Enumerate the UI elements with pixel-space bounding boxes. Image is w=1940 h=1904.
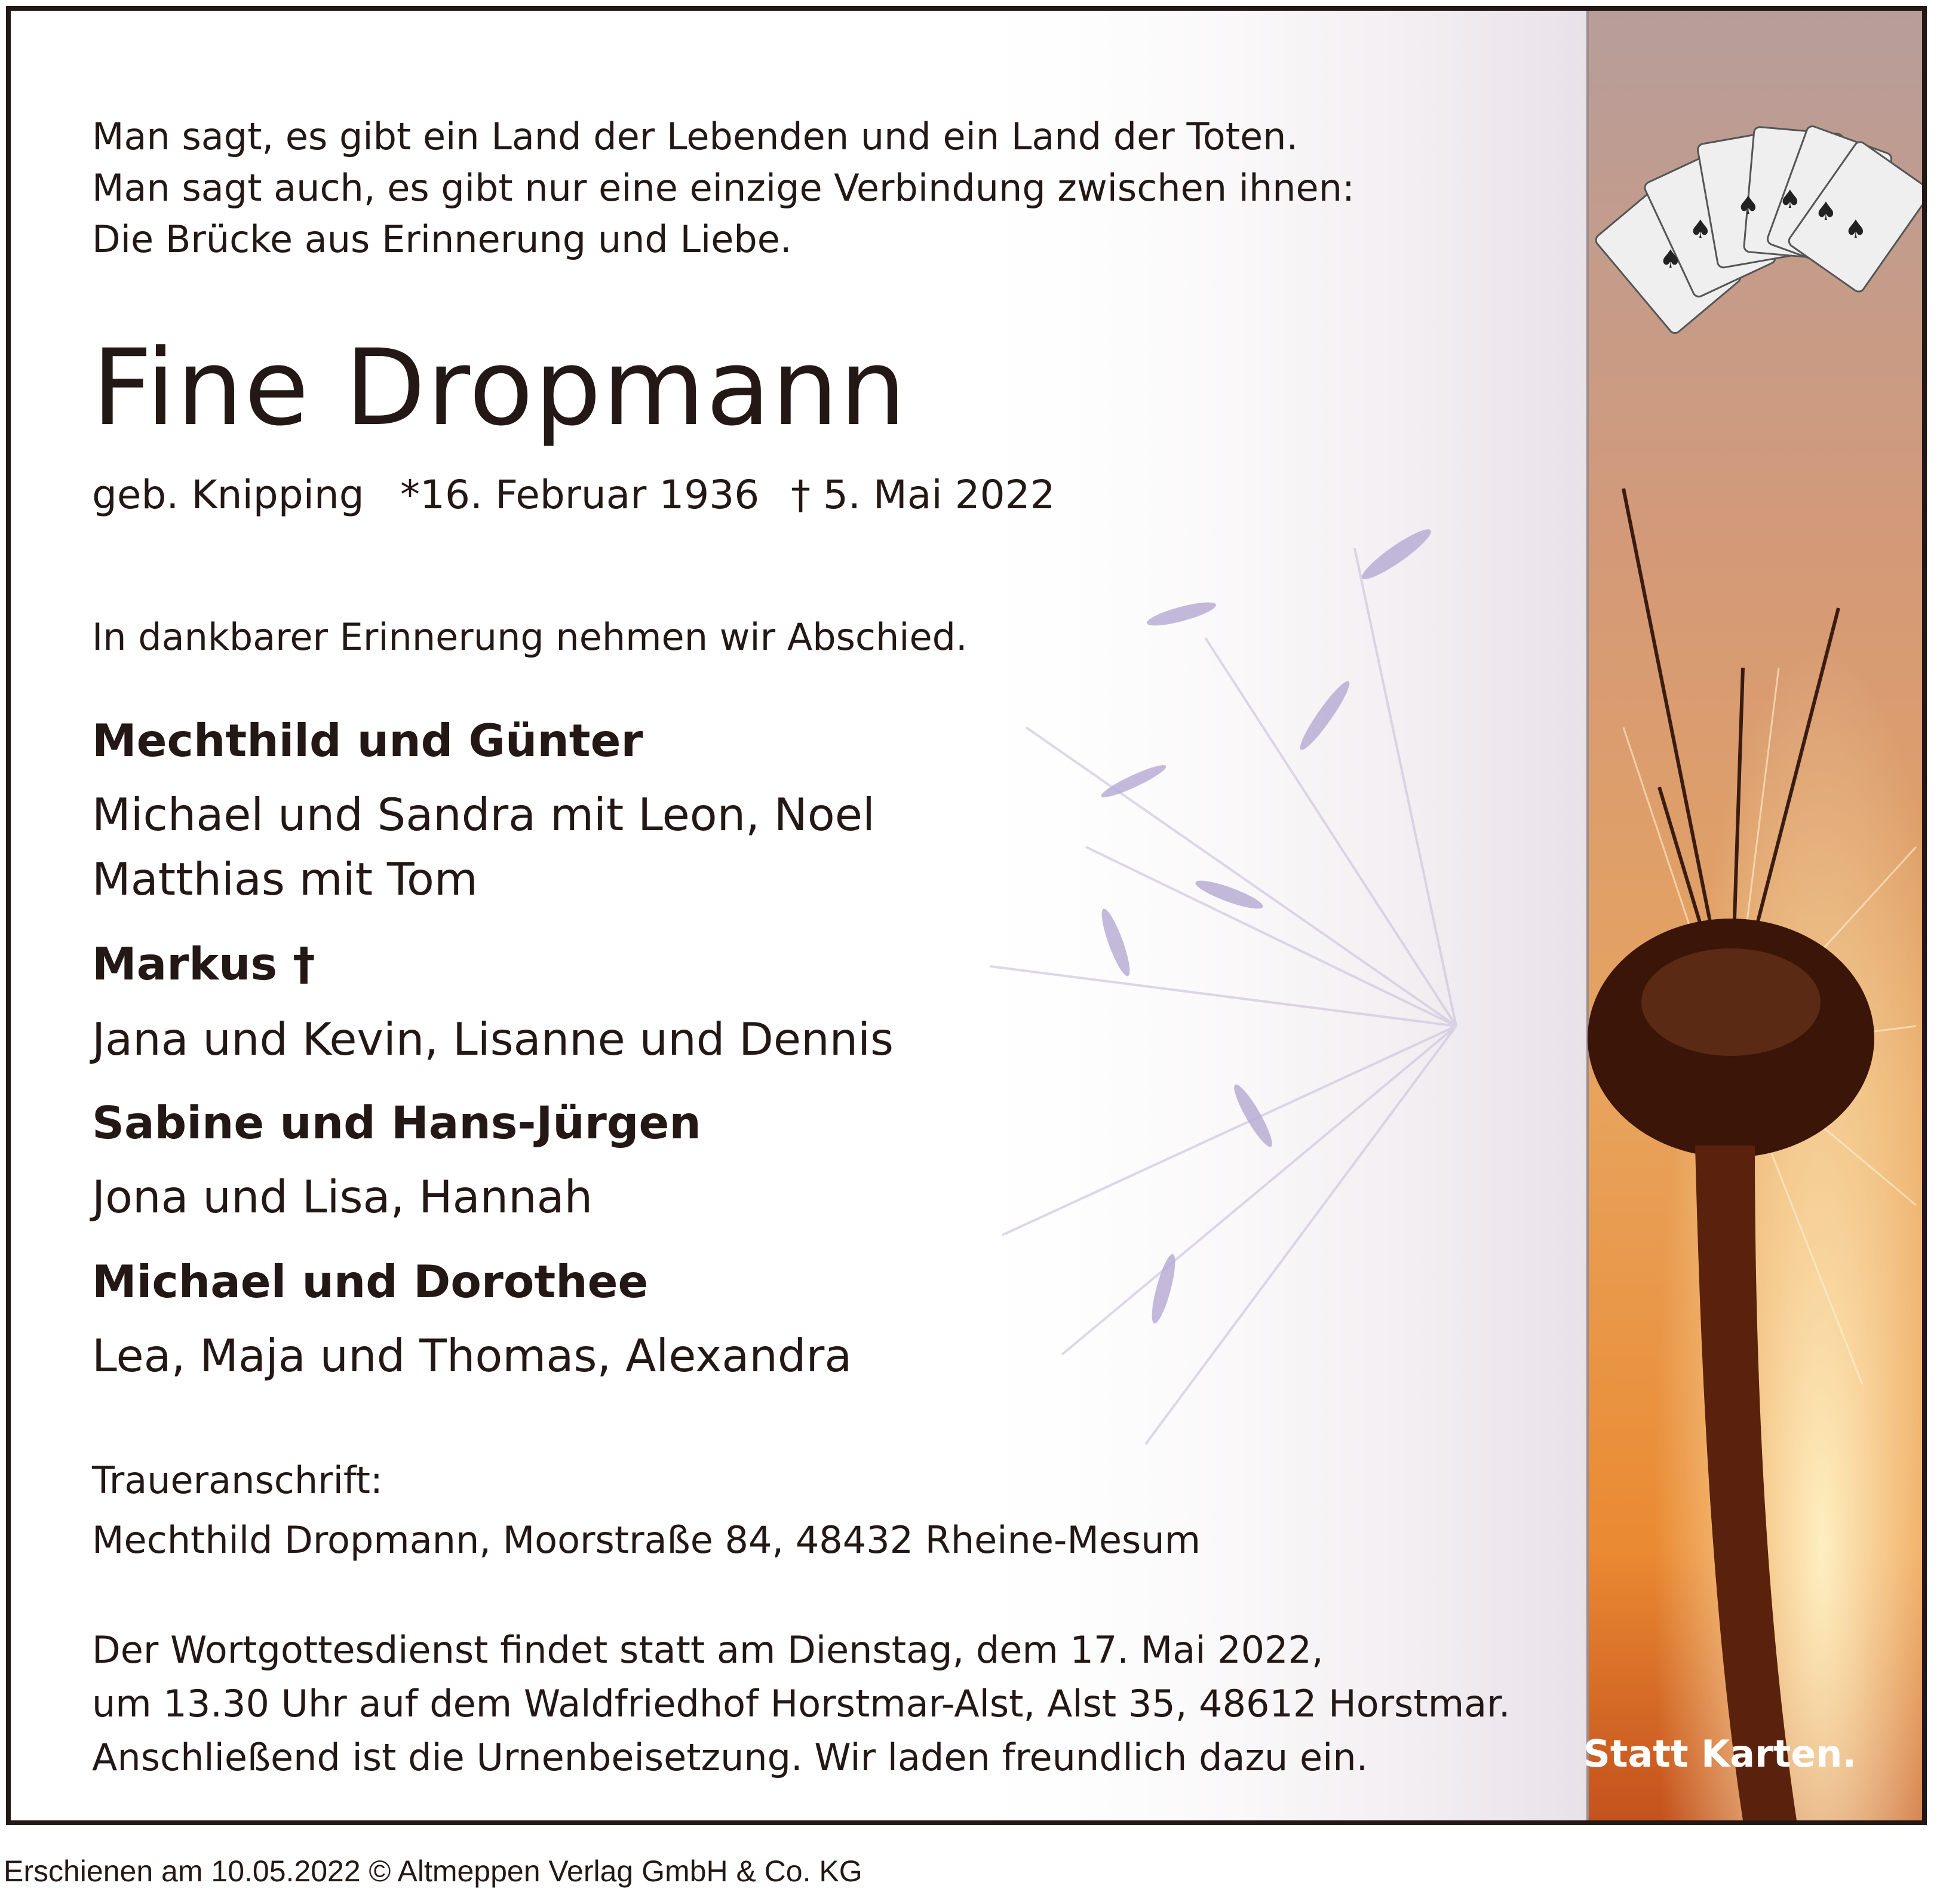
family-head: Mechthild und Günter xyxy=(92,714,643,767)
family-head: Markus † xyxy=(92,938,315,990)
svg-text:♠: ♠ xyxy=(1779,185,1801,214)
service-line: Der Wortgottesdienst findet statt am Dienstag, dem 17. Mai 2022, xyxy=(92,1628,1324,1672)
svg-text:♠: ♠ xyxy=(1737,191,1760,220)
svg-text:♠: ♠ xyxy=(1815,196,1837,226)
death-date: † 5. Mai 2022 xyxy=(791,472,1055,518)
svg-text:♠: ♠ xyxy=(1659,244,1682,274)
quote-line: Man sagt auch, es gibt nur eine einzige Verbindung zwischen ihnen: xyxy=(92,166,1355,210)
quote-line: Die Brücke aus Erinnerung und Liebe. xyxy=(92,217,792,261)
maiden-name: geb. Knipping xyxy=(92,472,364,518)
family-head: Sabine und Hans-Jürgen xyxy=(92,1097,701,1149)
quote-line: Man sagt, es gibt ein Land der Lebenden und ein Land der Toten. xyxy=(92,115,1299,158)
birth-date: *16. Februar 1936 xyxy=(400,472,760,518)
family-member-line: Lea, Maja und Thomas, Alexandra xyxy=(92,1329,852,1382)
service-line: Anschließend ist die Urnenbeisetzung. Wir laden freundlich dazu ein. xyxy=(92,1736,1368,1779)
family-member-line: Jona und Lisa, Hannah xyxy=(92,1171,593,1223)
service-line: um 13.30 Uhr auf dem Waldfriedhof Horstmar-Alst, Alst 35, 48612 Horstmar. xyxy=(92,1682,1511,1725)
family-member-line: Michael und Sandra mit Leon, Noel xyxy=(92,788,875,841)
obituary-notice xyxy=(6,6,1927,1825)
mourning-address: Mechthild Dropmann, Moorstraße 84, 48432 Rheine-Mesum xyxy=(92,1518,1201,1562)
family-member-line: Jana und Kevin, Lisanne und Dennis xyxy=(92,1013,894,1065)
publication-footer: Erschienen am 10.05.2022 © Altmeppen Verlag GmbH & Co. KG xyxy=(4,1854,862,1888)
deceased-name: Fine Dropmann xyxy=(92,327,907,449)
family-head: Michael und Dorothee xyxy=(92,1255,649,1308)
family-member-line: Matthias mit Tom xyxy=(92,853,478,905)
statt-karten-note: Statt Karten. xyxy=(1583,1732,1856,1776)
address-label: Traueranschrift: xyxy=(92,1458,383,1502)
svg-text:♠: ♠ xyxy=(1844,214,1867,244)
svg-text:♠: ♠ xyxy=(1689,214,1712,244)
farewell-line: In dankbarer Erinnerung nehmen wir Abschied. xyxy=(92,615,968,659)
